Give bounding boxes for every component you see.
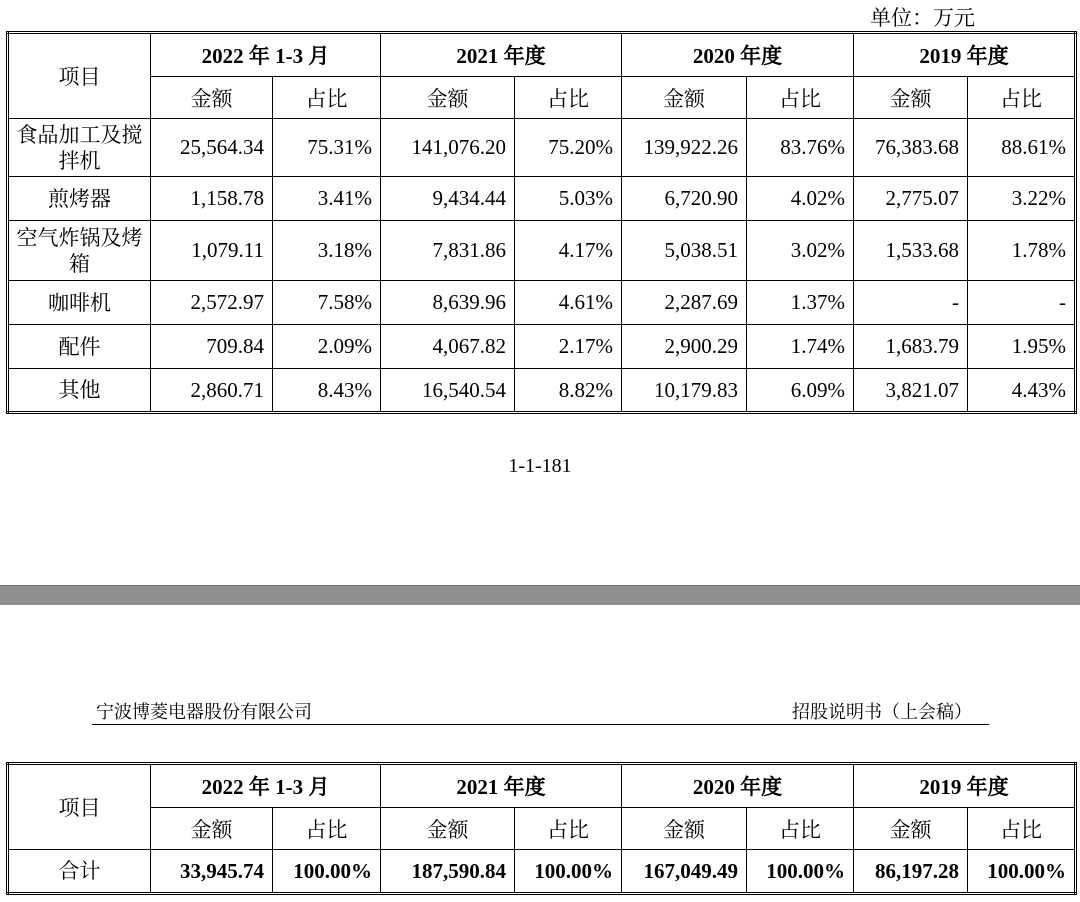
amount-header: 金额 — [622, 808, 747, 850]
ratio-header: 占比 — [968, 808, 1076, 850]
ratio-cell: 2.09% — [273, 325, 381, 369]
period-header: 2021 年度 — [381, 33, 622, 77]
amount-cell: 33,945.74 — [151, 850, 273, 894]
table-row — [8, 119, 1076, 177]
ratio-cell: 75.31% — [273, 119, 381, 177]
amount-cell: 141,076.20 — [381, 119, 515, 177]
amount-cell: 2,572.97 — [151, 281, 273, 325]
period-header: 2022 年 1-3 月 — [151, 764, 381, 808]
amount-header: 金额 — [381, 808, 515, 850]
ratio-header: 占比 — [747, 77, 854, 119]
row-item: 配件 — [8, 325, 151, 369]
row-item: 食品加工及搅拌机 — [8, 119, 151, 177]
row-item: 其他 — [8, 369, 151, 413]
ratio-cell: 6.09% — [747, 369, 854, 413]
ratio-cell: 83.76% — [747, 119, 854, 177]
ratio-cell: 7.58% — [273, 281, 381, 325]
amount-cell: 86,197.28 — [854, 850, 968, 894]
ratio-header: 占比 — [968, 77, 1076, 119]
ratio-cell: 3.41% — [273, 177, 381, 221]
document-title: 招股说明书（上会稿） — [792, 702, 972, 723]
amount-header: 金额 — [854, 77, 968, 119]
ratio-cell: 100.00% — [968, 850, 1076, 894]
amount-cell: 4,067.82 — [381, 325, 515, 369]
unit-label: 单位：万元 — [870, 6, 975, 30]
ratio-header: 占比 — [515, 77, 622, 119]
amount-header: 金额 — [151, 77, 273, 119]
revenue-table — [6, 31, 1077, 414]
period-header: 2021 年度 — [381, 764, 622, 808]
ratio-cell: 4.61% — [515, 281, 622, 325]
ratio-cell: 2.17% — [515, 325, 622, 369]
ratio-cell: 75.20% — [515, 119, 622, 177]
amount-cell: 1,158.78 — [151, 177, 273, 221]
total-row — [8, 850, 1076, 894]
amount-header: 金额 — [854, 808, 968, 850]
amount-cell: 7,831.86 — [381, 221, 515, 281]
ratio-header: 占比 — [515, 808, 622, 850]
item-header: 项目 — [8, 33, 151, 119]
amount-cell: 1,683.79 — [854, 325, 968, 369]
amount-cell: 2,775.07 — [854, 177, 968, 221]
ratio-cell: 3.22% — [968, 177, 1076, 221]
amount-cell: 6,720.90 — [622, 177, 747, 221]
amount-cell: 187,590.84 — [381, 850, 515, 894]
ratio-cell: 3.18% — [273, 221, 381, 281]
amount-cell: 8,639.96 — [381, 281, 515, 325]
amount-cell: 1,533.68 — [854, 221, 968, 281]
ratio-cell: 8.82% — [515, 369, 622, 413]
amount-cell: 9,434.44 — [381, 177, 515, 221]
table-row — [8, 325, 1076, 369]
amount-cell: 25,564.34 — [151, 119, 273, 177]
ratio-cell: 100.00% — [747, 850, 854, 894]
amount-header: 金额 — [151, 808, 273, 850]
amount-cell: 76,383.68 — [854, 119, 968, 177]
ratio-cell: 8.43% — [273, 369, 381, 413]
amount-cell: 16,540.54 — [381, 369, 515, 413]
table-row — [8, 221, 1076, 281]
ratio-cell: 3.02% — [747, 221, 854, 281]
page-separator — [0, 585, 1080, 605]
ratio-cell: 1.95% — [968, 325, 1076, 369]
ratio-cell: 88.61% — [968, 119, 1076, 177]
ratio-cell: 1.74% — [747, 325, 854, 369]
period-header: 2019 年度 — [854, 764, 1076, 808]
page-number: 1-1-181 — [508, 455, 572, 477]
table-row — [8, 177, 1076, 221]
ratio-cell: 1.37% — [747, 281, 854, 325]
row-item: 咖啡机 — [8, 281, 151, 325]
amount-cell: 167,049.49 — [622, 850, 747, 894]
amount-cell: 10,179.83 — [622, 369, 747, 413]
amount-cell: 3,821.07 — [854, 369, 968, 413]
amount-header: 金额 — [381, 77, 515, 119]
ratio-header: 占比 — [273, 77, 381, 119]
header-rule — [92, 724, 989, 725]
row-item: 煎烤器 — [8, 177, 151, 221]
amount-cell: 2,900.29 — [622, 325, 747, 369]
ratio-cell: 4.17% — [515, 221, 622, 281]
company-name: 宁波博菱电器股份有限公司 — [96, 702, 312, 723]
amount-cell: 5,038.51 — [622, 221, 747, 281]
ratio-cell: 4.02% — [747, 177, 854, 221]
ratio-cell: - — [968, 281, 1076, 325]
total-table — [6, 762, 1077, 895]
ratio-cell: 100.00% — [273, 850, 381, 894]
row-item: 合计 — [8, 850, 151, 894]
ratio-cell: 5.03% — [515, 177, 622, 221]
amount-cell: 139,922.26 — [622, 119, 747, 177]
amount-header: 金额 — [622, 77, 747, 119]
amount-cell: - — [854, 281, 968, 325]
amount-cell: 709.84 — [151, 325, 273, 369]
table-row — [8, 281, 1076, 325]
period-header: 2020 年度 — [622, 764, 854, 808]
ratio-cell: 100.00% — [515, 850, 622, 894]
row-item: 空气炸锅及烤箱 — [8, 221, 151, 281]
ratio-cell: 4.43% — [968, 369, 1076, 413]
table-row — [8, 369, 1076, 413]
amount-cell: 2,860.71 — [151, 369, 273, 413]
item-header: 项目 — [8, 764, 151, 850]
ratio-header: 占比 — [747, 808, 854, 850]
ratio-header: 占比 — [273, 808, 381, 850]
amount-cell: 1,079.11 — [151, 221, 273, 281]
period-header: 2022 年 1-3 月 — [151, 33, 381, 77]
period-header: 2019 年度 — [854, 33, 1076, 77]
period-header: 2020 年度 — [622, 33, 854, 77]
ratio-cell: 1.78% — [968, 221, 1076, 281]
amount-cell: 2,287.69 — [622, 281, 747, 325]
